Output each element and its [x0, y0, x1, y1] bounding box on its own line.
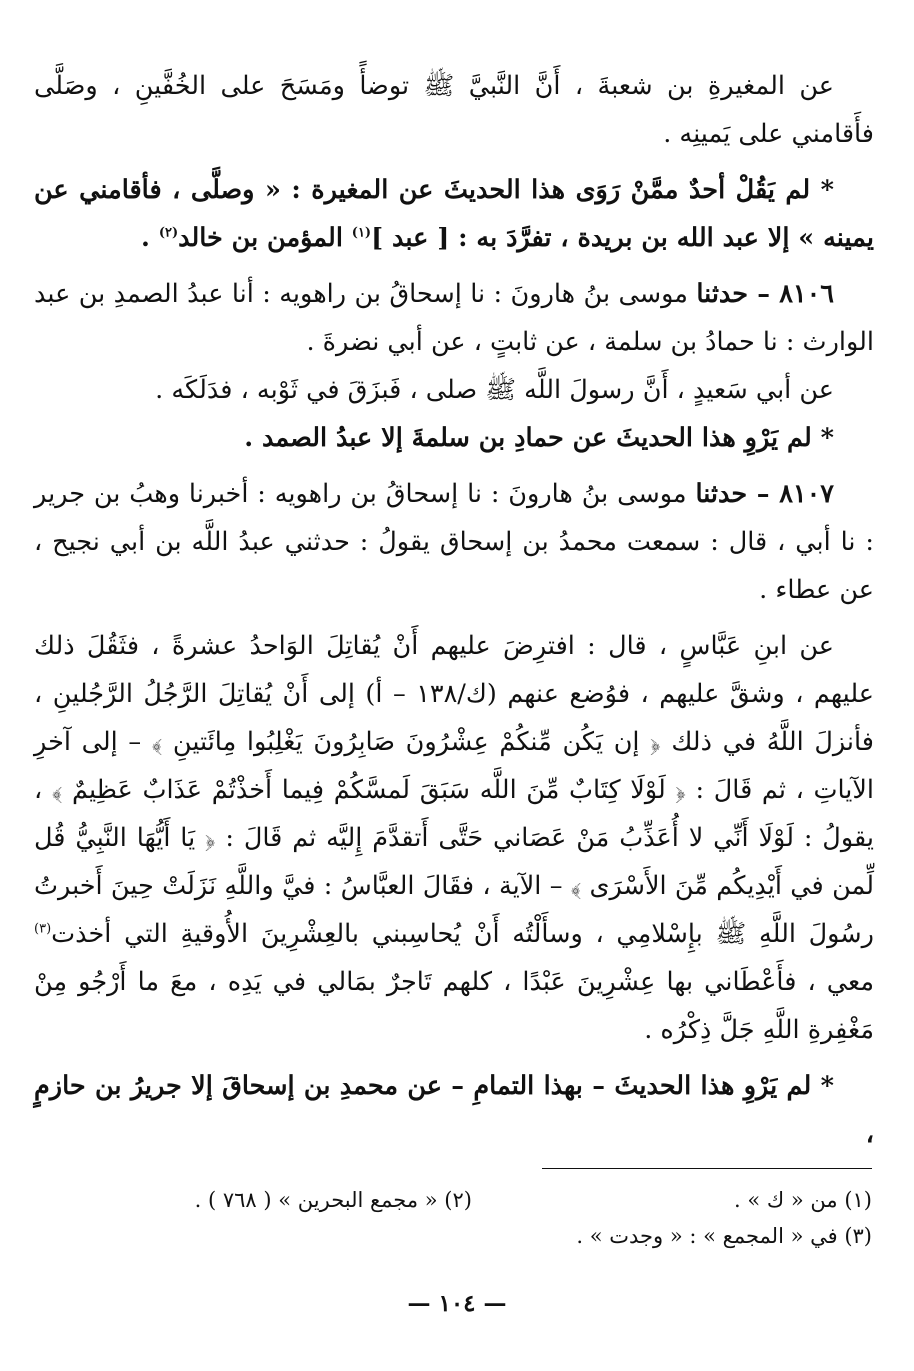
- commentary-8105: [34, 166, 874, 262]
- hadith-8105-line2: على يَمينِه .: [663, 119, 784, 149]
- hadith-8107-isnad: [34, 470, 874, 614]
- commentary-8105-end: .: [141, 223, 159, 253]
- hadith-8106-matn: [34, 366, 874, 414]
- commentary-8105-text2: المؤمن بن خالد: [178, 223, 352, 253]
- hadith-8105-end: [34, 62, 874, 158]
- footnote-3: (٣) في « المجمع » : « وجدت » .: [576, 1224, 872, 1248]
- footnote-row: [46, 1218, 872, 1254]
- hadith-8107-isnad-text: موسى بنُ هارونَ : نا إسحاقُ بن راهويه : أخبرنا وهبُ بن جرير : نا أبي ، قال : سمعت محمدُ بن إسحاق يقولُ : حدثني عبدُ اللَّه بن أبي نجيح ، عن عطاء .: [34, 479, 874, 605]
- commentary-8107: [34, 1062, 874, 1158]
- hadith-8106-heading: – حدثنا: [696, 279, 780, 309]
- footnote-2: (٢) « مجمع البحرين » ( ٧٦٨ ) .: [194, 1188, 472, 1212]
- footnote-ref-2: (٢): [158, 225, 179, 241]
- footnote-divider: [542, 1168, 872, 1169]
- star-marker: *: [820, 1071, 834, 1101]
- page-body: [34, 62, 874, 1158]
- hadith-8107-matn-text1: عن ابنِ عَبَّاسٍ ، قال : افترِضَ عليهم أَنْ يُقاتِلَ الوَاحدُ عشرةً ، فثَقُلَ ذلك عليهم ، وشقَّ عليهم ، فوُضع عنهم (ك/١٣٨ – أ) إلى أَنْ يُقاتِلَ الرَّجُلُ الرَّجُلينِ ، فأنزلَ اللَّهُ في ذلك ﴿ إن يَكُن مِّنكُمْ عِشْرُونَ صَابِرُونَ يَغْلِبُوا مِائَتينِ ﴾ – إلى آخرِ الآياتِ ، ثم قَالَ : ﴿ لَوْلَا كِتَابٌ مِّنَ اللَّه سَبَقَ لَمسَّكُمْ فِيما أَخذْتُمْ عَذَابٌ عَظِيمٌ ﴾ ، يقولُ : لَوْلَا أَنِّي لا أُعَذِّبُ مَنْ عَصَاني حَتَّى أَتقدَّمَ إِليَّه ثم قَالَ : ﴿ يَا أَيُّهَا النَّبِيُّ قُل لِّمن في أَيْدِيكُم مِّنَ الأَسْرَى ﴾ – الآية ، فقَالَ العبَّاسُ : فيَّ واللَّهِ نَزَلَتْ حِينَ أَخبرتُ رسُولَ اللَّهِ ﷺ بإِسْلامِي ، وسأَلْتُه أَنْ يُحاسِبني بالعِشْرِينَ الأُوقيةِ التي أخذت: [34, 631, 874, 949]
- footnote-ref-1: (١): [351, 225, 372, 241]
- commentary-8106: [34, 414, 874, 462]
- star-marker: *: [820, 423, 834, 453]
- footnote-ref-3: (٣): [34, 921, 52, 937]
- commentary-8107-text: لم يَرْوِ هذا الحديثَ – بهذا التمامِ – عن محمدِ بن إسحاقَ إلا جريرُ بن حازمٍ ،: [34, 1071, 874, 1149]
- hadith-8106-matn-text: عن أبي سَعيدٍ ، أَنَّ رسولَ اللَّه ﷺ صلى ، فَبزَقَ في ثَوْبه ، فدَلَكَه .: [155, 375, 834, 405]
- hadith-8106-isnad-text: موسى بنُ هارونَ : نا إسحاقُ بن راهويه : أنا عبدُ الصمدِ بن عبد الوارث : نا حمادُ بن سلمة ، عن ثابتٍ ، عن أبي نضرةَ .: [34, 279, 874, 357]
- hadith-8107-matn-text2: معي ، فأَعْطَاني بها عِشْرِينَ عَبْدًا ، كلهم تَاجرٌ بمَالي في يَدِه ، معَ ما أَرْجُو مِنْ مَغْفِرةِ اللَّهِ جَلَّ ذِكْرُه .: [34, 967, 874, 1045]
- star-marker: *: [820, 175, 834, 205]
- hadith-8107-heading: – حدثنا: [695, 479, 780, 509]
- footnotes: [46, 1182, 872, 1254]
- hadith-8106-isnad: [34, 270, 874, 366]
- footnote-1: (١) من « ك » .: [734, 1188, 872, 1212]
- hadith-number-8107: ٨١٠٧: [779, 479, 834, 509]
- commentary-8105-text: لم يَقُلْ أحدٌ ممَّنْ رَوَى هذا الحديثَ عن المغيرة : « وصلَّى ، فأقامني عن يمينه » إلا عبد الله بن بريدة ، تفرَّدَ به : [ عبد ]: [34, 175, 874, 253]
- footnote-row: [46, 1182, 872, 1218]
- hadith-8107-matn: [34, 622, 874, 1054]
- hadith-8105-line1: عن المغيرةِ بن شعبةَ ، أَنَّ النَّبيَّ ﷺ توضأً ومَسَحَ على الخُفَّينِ ، وصَلَّى فأَقامني: [34, 71, 874, 149]
- commentary-8106-text: لم يَرْوِ هذا الحديثَ عن حمادِ بن سلمةَ إلا عبدُ الصمد .: [244, 423, 812, 453]
- hadith-number-8106: ٨١٠٦: [779, 279, 834, 309]
- page-number: — ١٠٤ —: [407, 1290, 507, 1317]
